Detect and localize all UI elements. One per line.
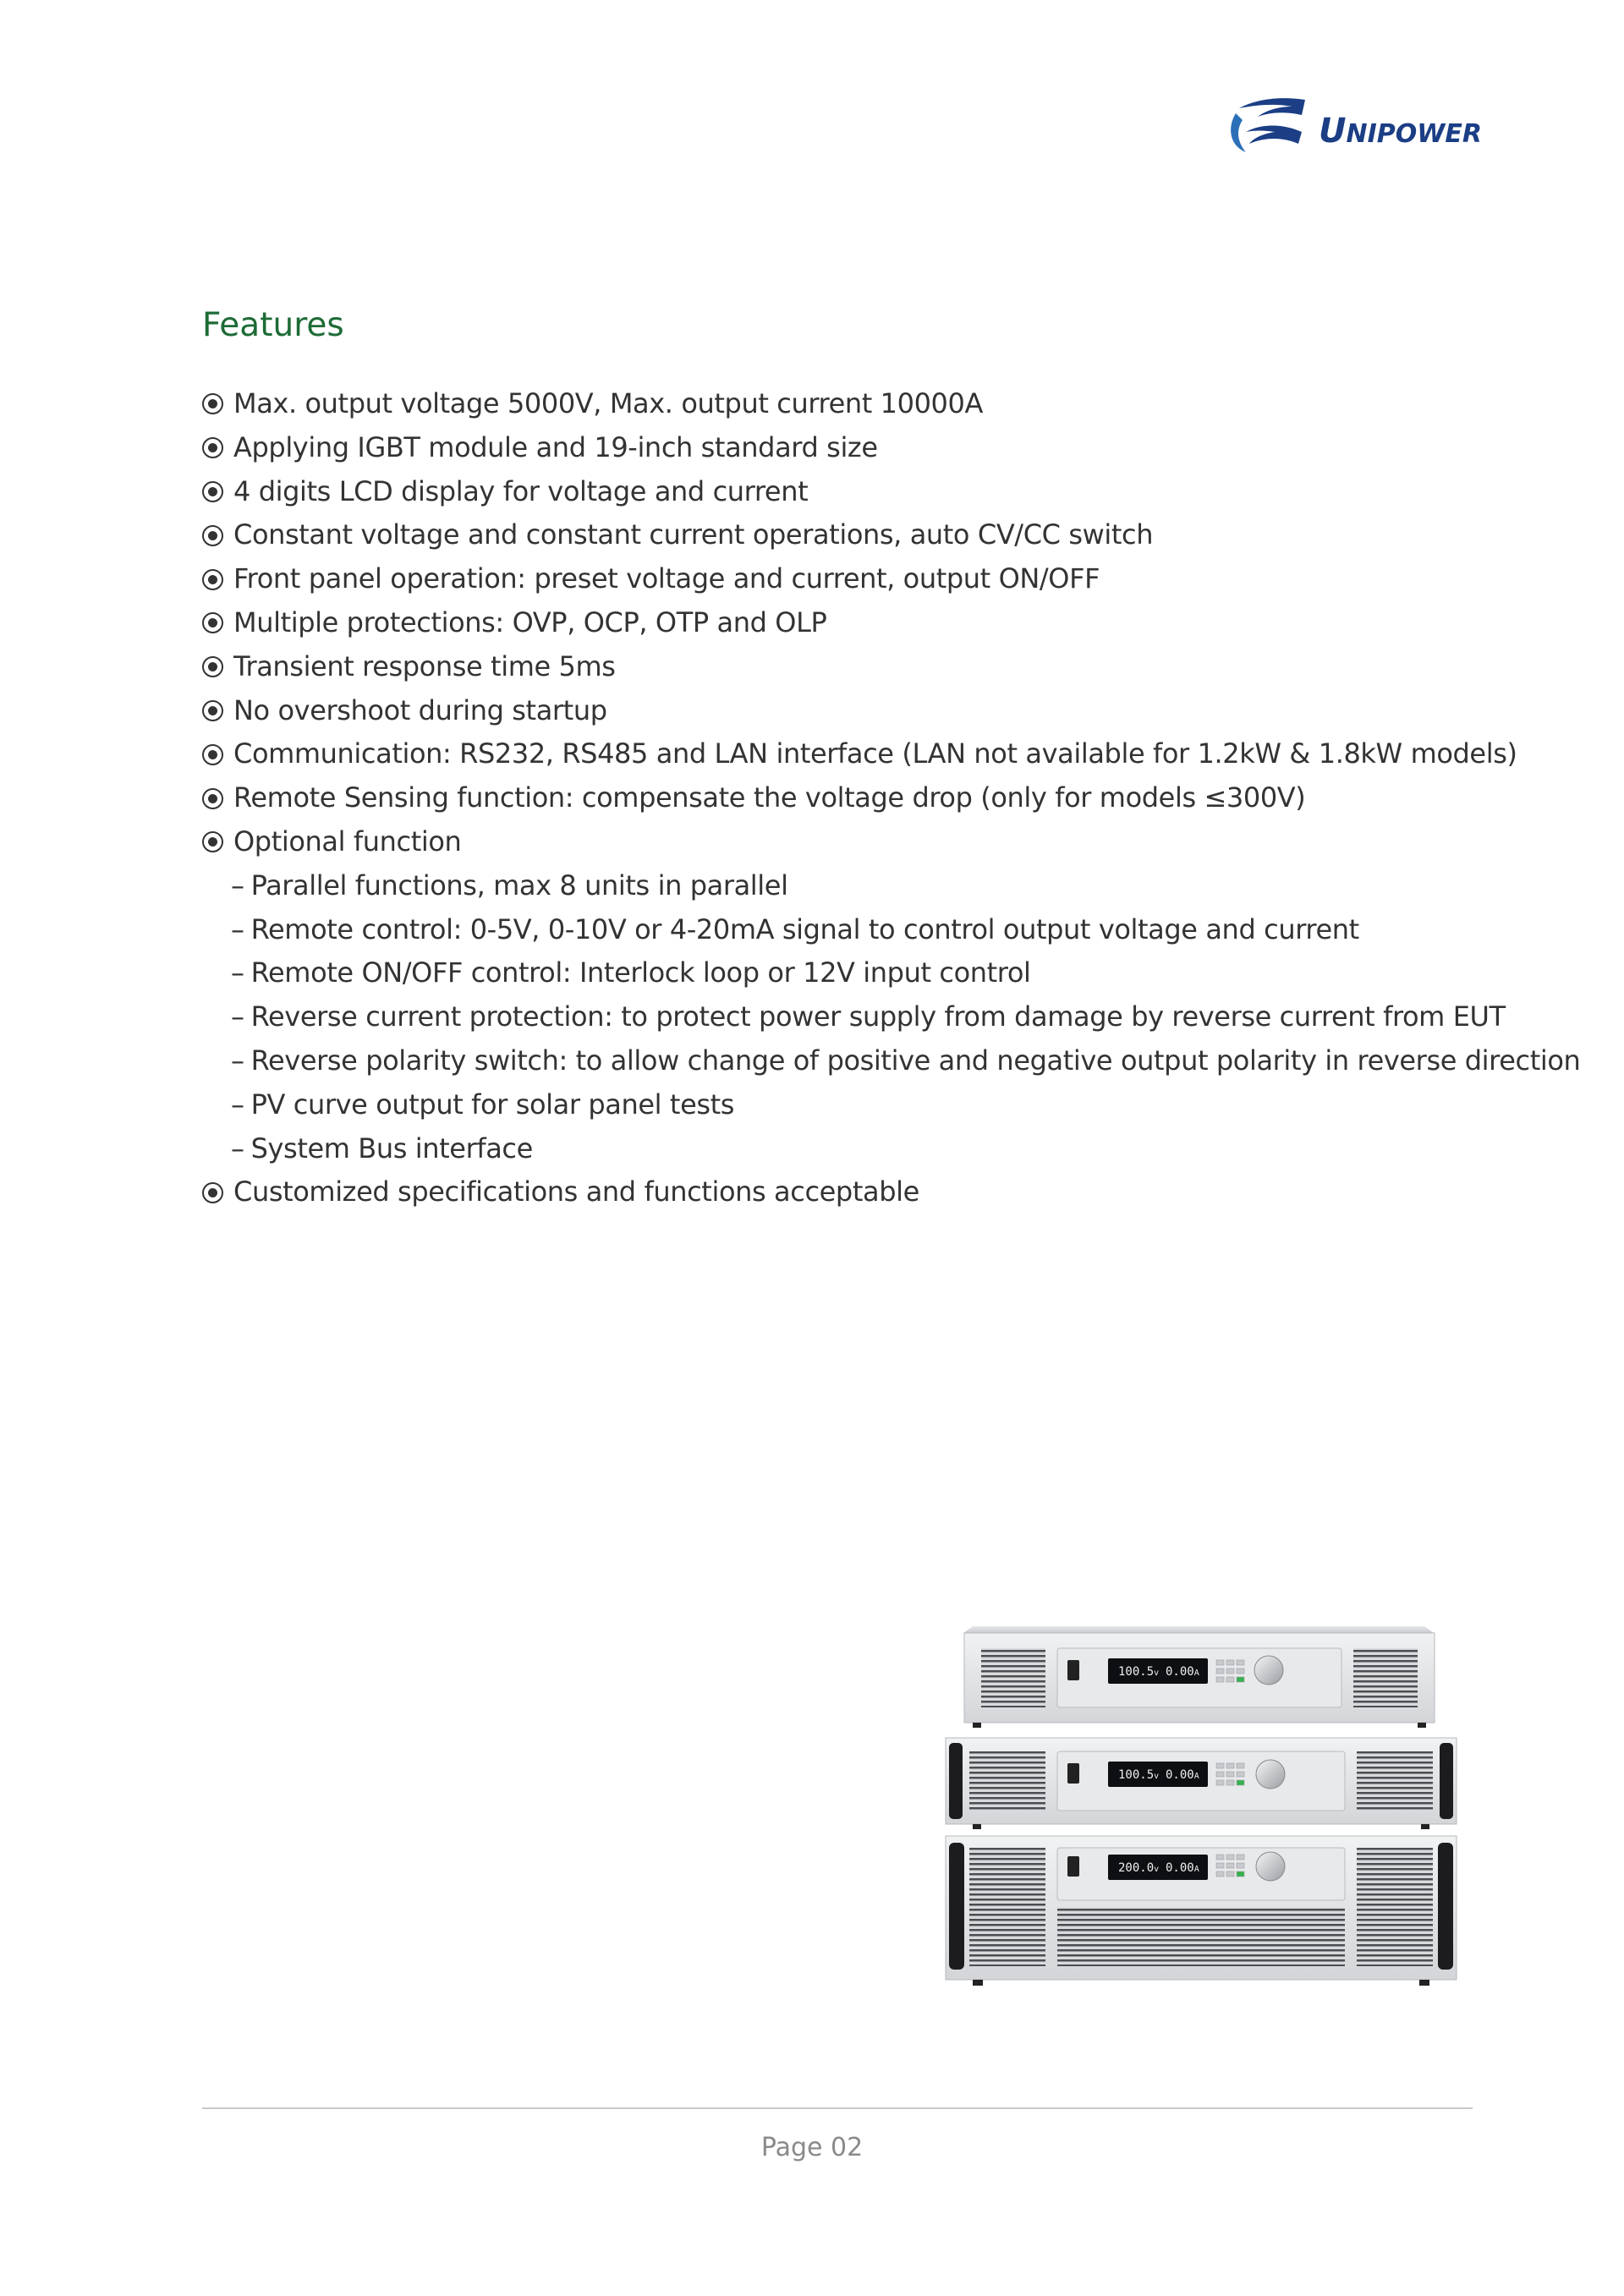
feature-text: Applying IGBT module and 19-inch standard size bbox=[233, 430, 878, 463]
brand-logo bbox=[1224, 93, 1482, 161]
feature-text: No overshoot during startup bbox=[233, 693, 607, 726]
radio-bullet-icon bbox=[202, 437, 223, 458]
optional-function-item bbox=[202, 1083, 1505, 1127]
unit-top-current-readout: 0.00A bbox=[1166, 1665, 1199, 1679]
features-heading: Features bbox=[202, 306, 344, 344]
product-image bbox=[939, 1619, 1463, 2004]
feature-text: Constant voltage and constant current operations, auto CV/CC switch bbox=[233, 518, 1154, 551]
radio-bullet-icon bbox=[202, 569, 223, 590]
feature-item bbox=[202, 382, 1505, 426]
radio-bullet-icon bbox=[202, 700, 223, 721]
feature-item bbox=[202, 776, 1505, 820]
optional-function-text: Reverse polarity switch: to allow change of positive and negative output polarity in reverse direction bbox=[250, 1044, 1581, 1077]
optional-function-text: System Bus interface bbox=[250, 1132, 533, 1164]
unit-middle-voltage-readout: 100.5v bbox=[1118, 1768, 1160, 1782]
optional-function-item bbox=[202, 995, 1505, 1039]
optional-function-item bbox=[202, 951, 1505, 995]
power-supply-unit-bottom bbox=[946, 1836, 1457, 1986]
radio-bullet-icon bbox=[202, 525, 223, 546]
feature-item bbox=[202, 1170, 1505, 1214]
radio-bullet-icon bbox=[202, 788, 223, 809]
feature-text: Customized specifications and functions acceptable bbox=[233, 1175, 919, 1208]
dash-icon: – bbox=[231, 1000, 244, 1033]
optional-function-item bbox=[202, 1127, 1505, 1171]
feature-text: Multiple protections: OVP, OCP, OTP and OLP bbox=[233, 606, 827, 638]
brand-rest: NIPOWER bbox=[1346, 119, 1482, 149]
optional-function-text: Parallel functions, max 8 units in parallel bbox=[250, 869, 788, 901]
feature-text: 4 digits LCD display for voltage and current bbox=[233, 474, 809, 507]
dash-icon: – bbox=[231, 1044, 244, 1077]
dash-icon: – bbox=[231, 912, 244, 945]
power-supply-unit-middle bbox=[946, 1738, 1457, 1829]
feature-item bbox=[202, 645, 1505, 689]
unit-bottom-voltage-readout: 200.0v bbox=[1118, 1861, 1160, 1875]
feature-item bbox=[202, 689, 1505, 733]
feature-item bbox=[202, 470, 1505, 514]
page-number: Page 02 bbox=[760, 2133, 864, 2162]
radio-bullet-icon bbox=[202, 612, 223, 633]
feature-item bbox=[202, 820, 1505, 864]
optional-function-text: PV curve output for solar panel tests bbox=[250, 1088, 735, 1121]
dash-icon: – bbox=[231, 1088, 244, 1121]
footer-divider bbox=[202, 2107, 1473, 2109]
feature-item bbox=[202, 513, 1505, 557]
optional-function-item bbox=[202, 1039, 1581, 1083]
unit-bottom-current-readout: 0.00A bbox=[1166, 1861, 1199, 1875]
radio-bullet-icon bbox=[202, 656, 223, 677]
optional-function-text: Remote ON/OFF control: Interlock loop or 12V input control bbox=[250, 956, 1031, 989]
dash-icon: – bbox=[231, 869, 244, 901]
optional-function-text: Remote control: 0-5V, 0-10V or 4-20mA signal to control output voltage and current bbox=[250, 912, 1359, 945]
unit-middle-current-readout: 0.00A bbox=[1166, 1768, 1199, 1782]
optional-function-item bbox=[202, 908, 1505, 952]
feature-text: Optional function bbox=[233, 825, 462, 858]
feature-item bbox=[202, 426, 1505, 470]
radio-bullet-icon bbox=[202, 744, 223, 765]
feature-item bbox=[202, 732, 1517, 776]
dash-icon: – bbox=[231, 956, 244, 989]
brand-wordmark bbox=[1319, 112, 1482, 151]
feature-text: Remote Sensing function: compensate the voltage drop (only for models ≤300V) bbox=[233, 781, 1306, 814]
features-list bbox=[202, 382, 1581, 1214]
radio-bullet-icon bbox=[202, 481, 223, 502]
feature-text: Max. output voltage 5000V, Max. output current 10000A bbox=[233, 387, 983, 419]
dash-icon: – bbox=[231, 1132, 244, 1164]
radio-bullet-icon bbox=[202, 831, 223, 852]
feature-item bbox=[202, 557, 1505, 601]
logo-swoosh-icon bbox=[1224, 93, 1317, 161]
feature-text: Communication: RS232, RS485 and LAN interface (LAN not available for 1.2kW & 1.8kW models) bbox=[233, 737, 1517, 770]
brand-initial: U bbox=[1319, 112, 1347, 151]
optional-function-text: Reverse current protection: to protect power supply from damage by reverse current from EUT bbox=[250, 1000, 1506, 1033]
feature-item bbox=[202, 601, 1505, 645]
unit-top-voltage-readout: 100.5v bbox=[1118, 1665, 1160, 1679]
radio-bullet-icon bbox=[202, 1182, 223, 1203]
optional-function-item bbox=[202, 864, 1505, 908]
feature-text: Front panel operation: preset voltage and current, output ON/OFF bbox=[233, 562, 1100, 595]
power-supply-unit-top bbox=[963, 1626, 1435, 1728]
radio-bullet-icon bbox=[202, 393, 223, 414]
feature-text: Transient response time 5ms bbox=[233, 649, 616, 682]
